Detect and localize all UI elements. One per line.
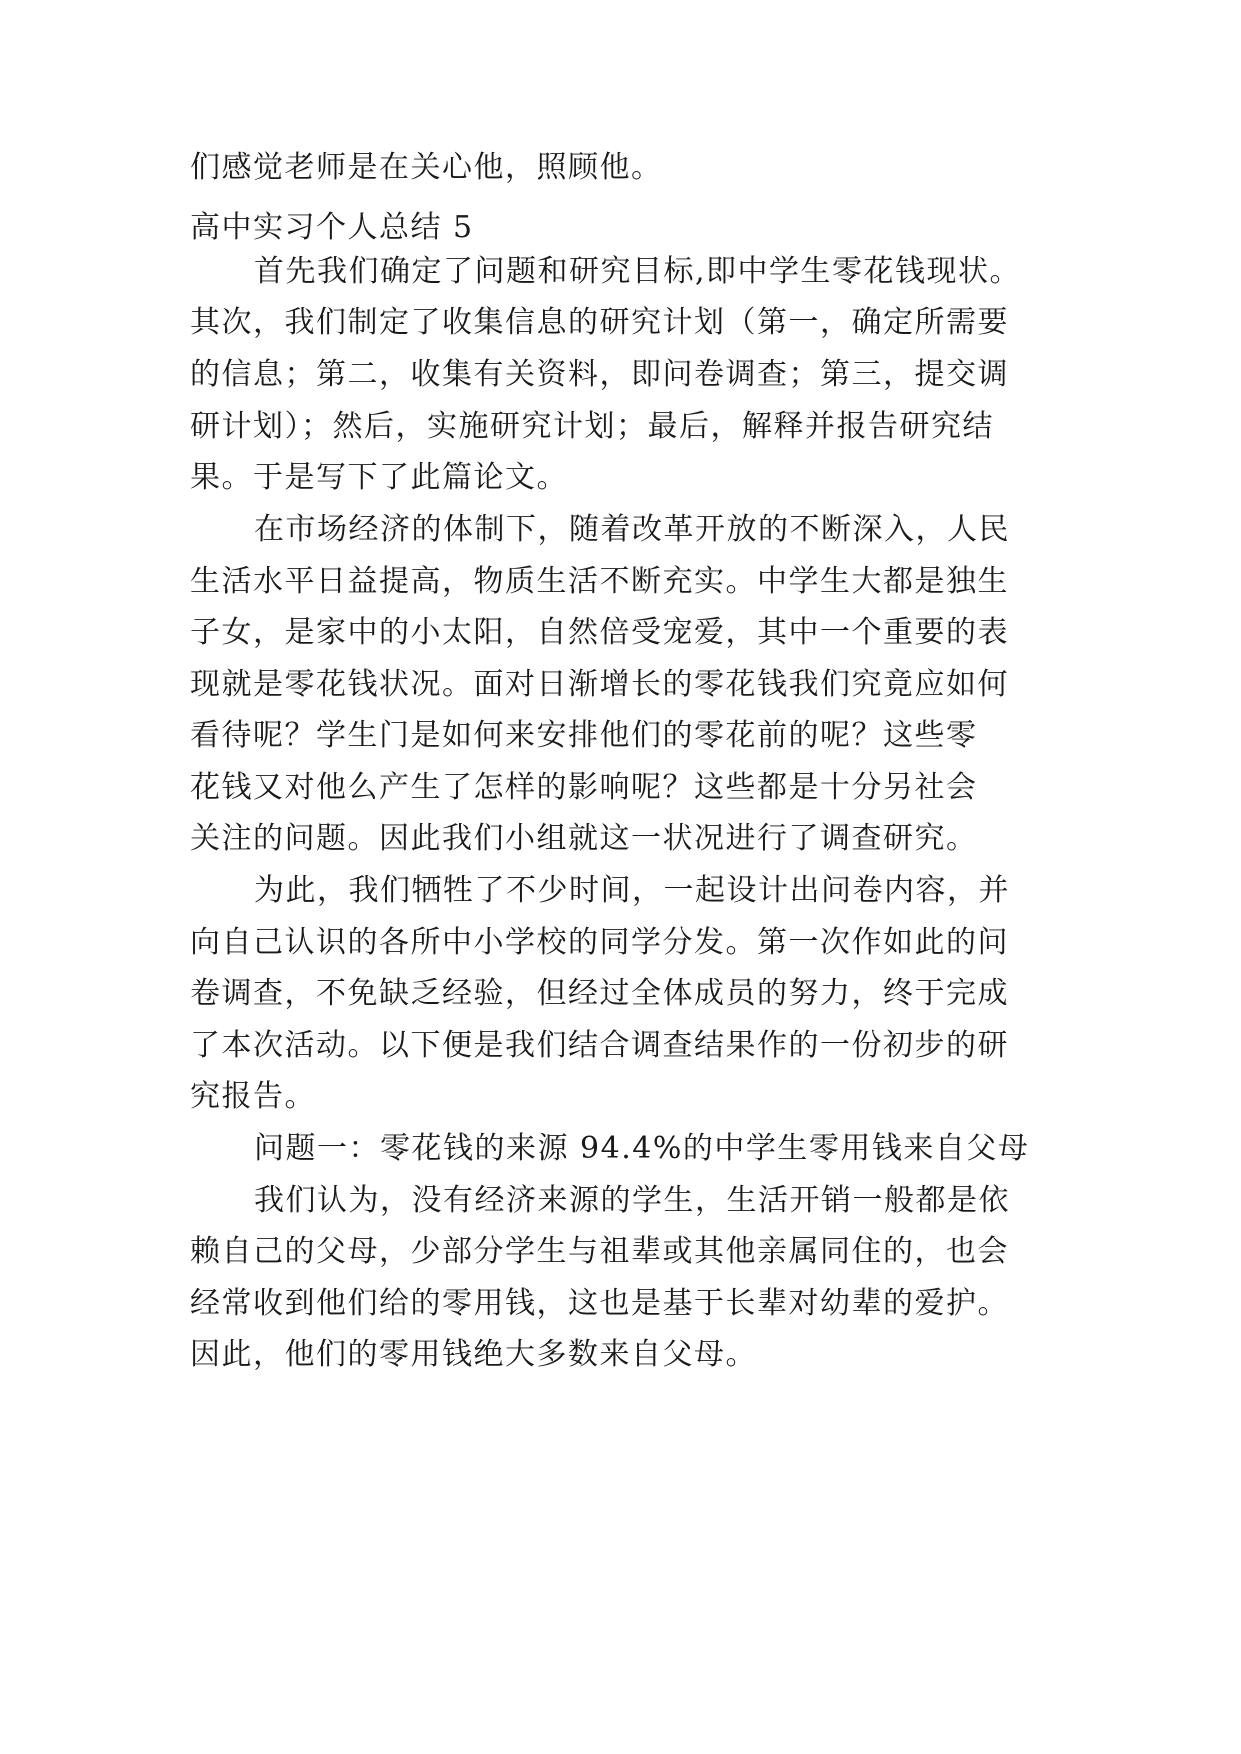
text-line: 在市场经济的体制下，随着改革开放的不断深入，人民: [254, 512, 1010, 547]
text-line: 究报告。: [190, 1079, 316, 1114]
text-line: 经常收到他们给的零用钱，这也是基于长辈对幼辈的爱护。: [190, 1286, 1009, 1321]
text-line: 为此，我们牺牲了不少时间，一起设计出问卷内容，并: [254, 873, 1010, 908]
text-line: 问题一：零花钱的来源 94.4%的中学生零用钱来自父母: [254, 1131, 1030, 1166]
text-line: 卷调查，不免缺乏经验，但经过全体成员的努力，终于完成: [190, 976, 1009, 1011]
section-heading: 高中实习个人总结 5: [190, 210, 474, 245]
text-line: 果。于是写下了此篇论文。: [190, 460, 568, 495]
text-line: 看待呢？学生门是如何来安排他们的零花前的呢？这些零: [190, 718, 978, 753]
text-line: 首先我们确定了问题和研究目标,即中学生零花钱现状。: [254, 254, 1022, 289]
text-line: 赖自己的父母，少部分学生与祖辈或其他亲属同住的，也会: [190, 1234, 1009, 1269]
text-line: 因此，他们的零用钱绝大多数来自父母。: [190, 1337, 757, 1372]
text-line: 了本次活动。以下便是我们结合调查结果作的一份初步的研: [190, 1028, 1009, 1063]
text-line: 子女，是家中的小太阳，自然倍受宠爱，其中一个重要的表: [190, 615, 1009, 650]
text-line: 们感觉老师是在关心他，照顾他。: [190, 150, 663, 185]
text-line: 的信息；第二，收集有关资料，即问卷调查；第三，提交调: [190, 357, 1009, 392]
text-line: 关注的问题。因此我们小组就这一状况进行了调查研究。: [190, 821, 978, 856]
text-line: 花钱又对他么产生了怎样的影响呢？这些都是十分另社会: [190, 770, 978, 805]
text-line: 研计划）；然后，实施研究计划；最后，解释并报告研究结: [190, 409, 994, 444]
text-line: 向自己认识的各所中小学校的同学分发。第一次作如此的问: [190, 925, 1009, 960]
text-line: 其次，我们制定了收集信息的研究计划（第一，确定所需要: [190, 305, 1009, 340]
text-line: 现就是零花钱状况。面对日渐增长的零花钱我们究竟应如何: [190, 667, 1009, 702]
text-line: 生活水平日益提高，物质生活不断充实。中学生大都是独生: [190, 564, 1009, 599]
text-line: 我们认为，没有经济来源的学生，生活开销一般都是依: [254, 1183, 1010, 1218]
